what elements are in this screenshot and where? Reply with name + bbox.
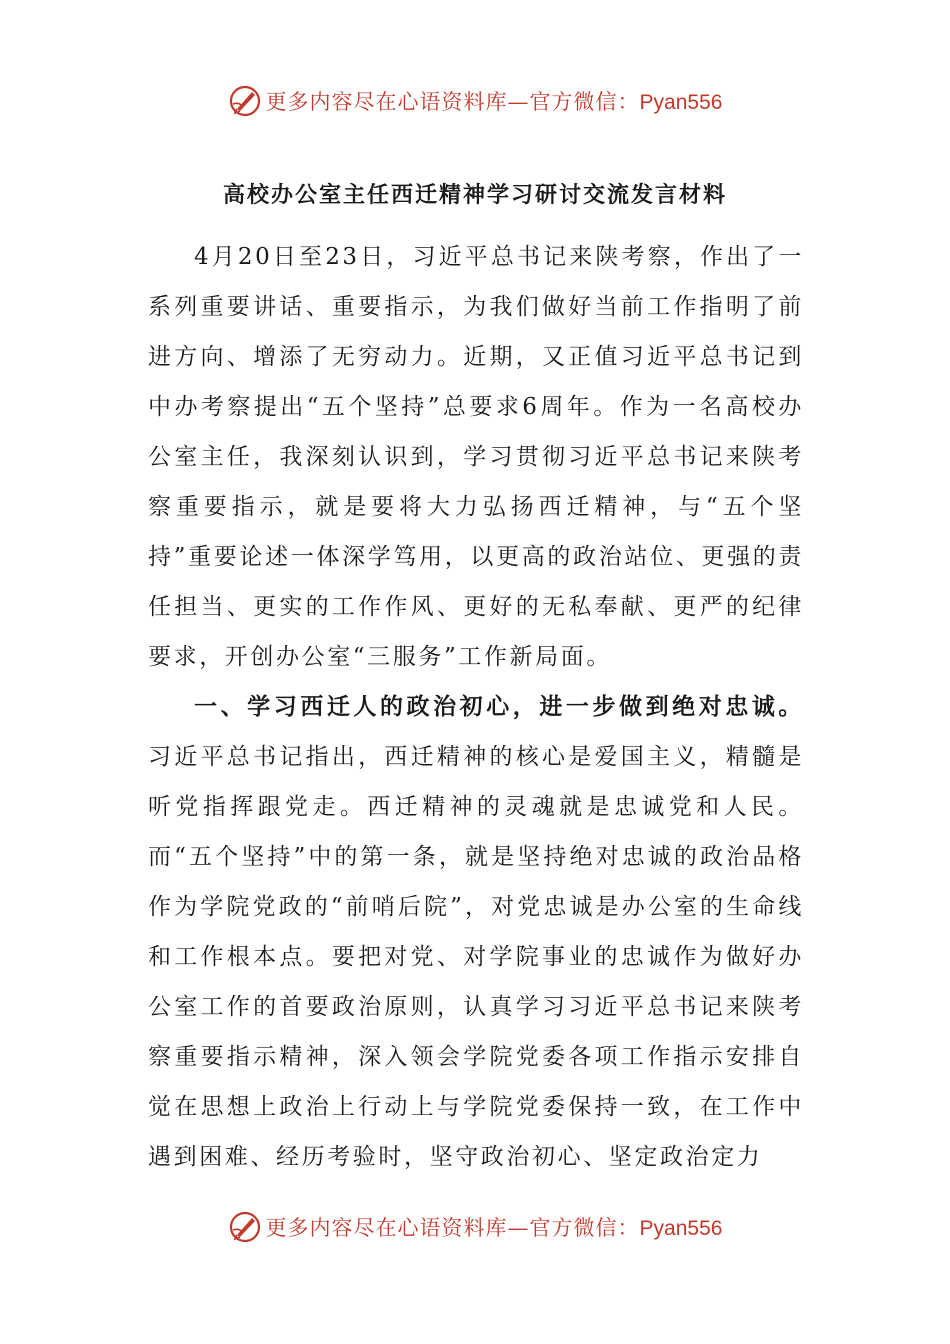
paragraph-text: 习近平总书记指出，西迁精神的核心是爱国主义，精髓是听党指挥跟党走。西迁精神的灵魂就是忠诚党和人民。而“五个坚持”中的第一条，就是坚持绝对忠诚的政治品格作为学院党政的“前哨后院”，对党忠诚是办公室的生命线和工作根本点。要把对党、对学院事业的忠诚作为做好办公室工作的首要政治原则，认真学习习近平总书记来陕考察重要指示精神，深入领会学院党委各项工作指示安排自觉在思想上政治上行动上与学院党委保持一致，在工作中遇到困难、经历考验时，坚守政治初心、坚定政治定力: [148, 744, 804, 1170]
paragraph-section-1: [148, 682, 804, 1182]
document-title: 高校办公室主任西迁精神学习研讨交流发言材料: [222, 183, 727, 208]
header-watermark: [0, 84, 950, 118]
watermark-wechat-id: Pyan556: [639, 1217, 723, 1240]
watermark-text: 更多内容尽在心语资料库—官方微信：Pyan556: [265, 90, 723, 114]
section-heading: 一、学习西迁人的政治初心，进一步做到绝对忠诚。: [194, 694, 804, 720]
document-body: [148, 232, 804, 1182]
quill-seal-icon: [228, 84, 262, 118]
quill-seal-icon: [228, 1210, 262, 1244]
paragraph-intro: [148, 232, 804, 682]
footer-watermark: [0, 1210, 950, 1244]
watermark-wechat-id: Pyan556: [639, 91, 723, 114]
watermark-text: 更多内容尽在心语资料库—官方微信：Pyan556: [265, 1216, 723, 1240]
paragraph-text: 4月20日至23日，习近平总书记来陕考察，作出了一系列重要讲话、重要指示，为我们做好当前工作指明了前进方向、增添了无穷动力。近期，又正值习近平总书记到中办考察提出“五个坚持”总要求6周年。作为一名高校办公室主任，我深刻认识到，学习贯彻习近平总书记来陕考察重要指示，就是要将大力弘扬西迁精神，与“五个坚持”重要论述一体深学笃用，以更高的政治站位、更强的责任担当、更实的工作作风、更好的无私奉献、更严的纪律要求，开创办公室“三服务”工作新局面。: [148, 244, 804, 670]
